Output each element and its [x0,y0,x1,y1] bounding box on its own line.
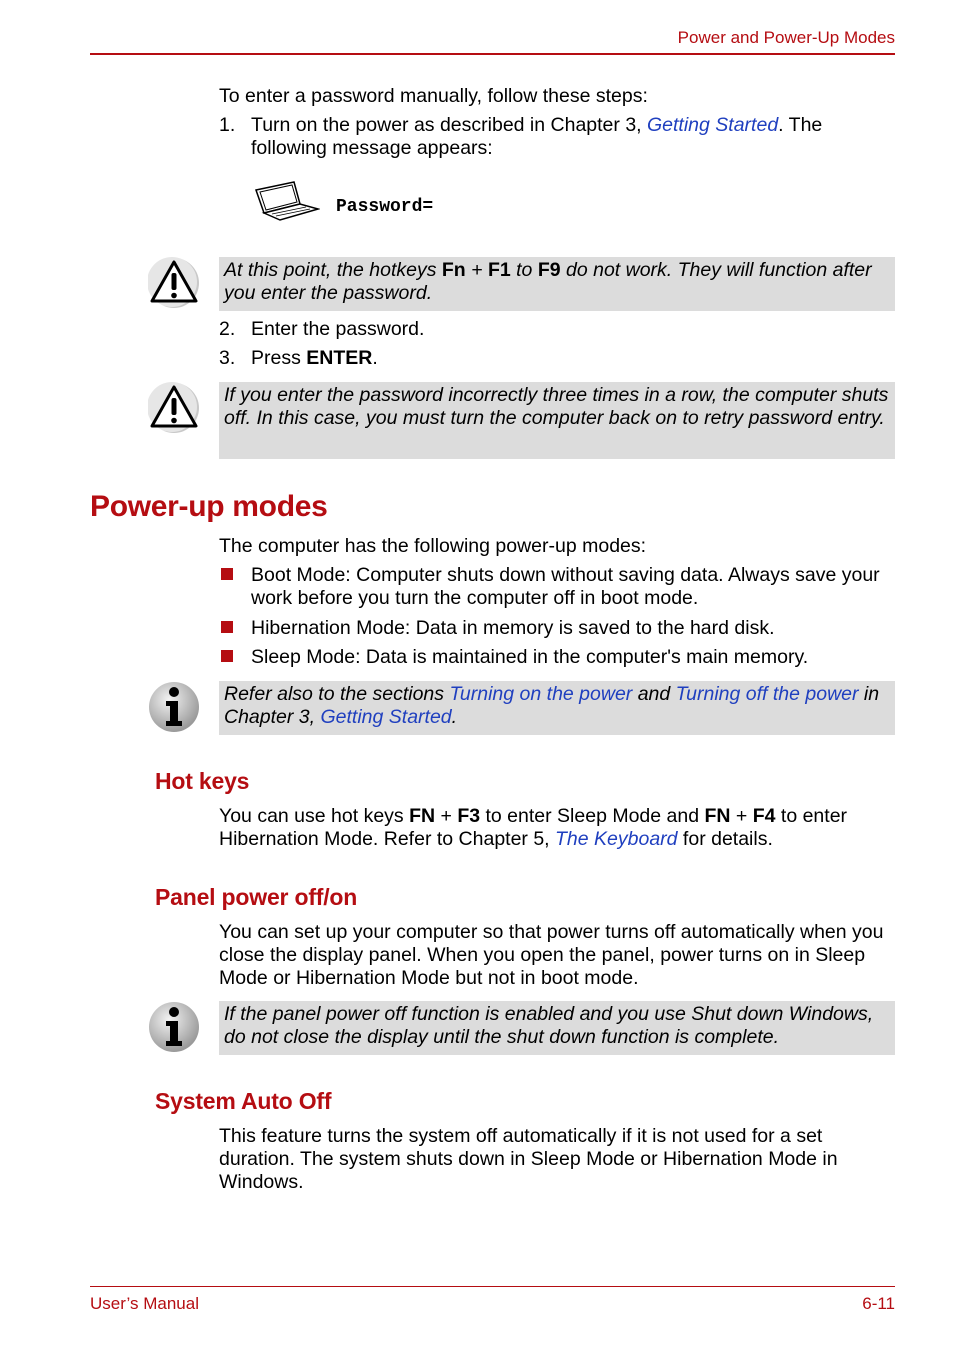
auto-off-text: This feature turns the system off automatically if it is not used for a set duration. The system shuts down in Sleep Mode or Hibernation Mode in Windows. [219,1125,838,1193]
laptop-icon [252,180,320,222]
header-rule [90,53,895,55]
note-text-segment: + [465,259,488,281]
bullet-marker [221,568,233,580]
note-text-segment: . [451,706,458,728]
key-f4: F4 [752,805,776,827]
note-text-segment: to [510,259,538,281]
refer-note [219,681,895,735]
note-text-segment: Refer also to the sections [224,683,450,705]
panel-note: If the panel power off function is enabled and you use Shut down Windows, do not close the display until the shut down function is complete. [219,1001,895,1055]
running-header: Power and Power-Up Modes [677,28,895,47]
section-title: Power-up modes [90,490,328,523]
panel-power-text: You can set up your computer so that power turns off automatically when you close the display panel. When you open the panel, power turns on in Sleep Mode or Hibernation Mode but not in boot mode. [219,921,884,989]
step-text-segment: . [372,347,378,369]
info-icon [148,1001,200,1053]
text-segment: You can use hot keys [219,805,410,827]
password-prompt: Password= [336,197,434,217]
page-number: 6-11 [862,1294,895,1313]
step-number: 3. [219,347,236,369]
warning-icon [148,382,200,434]
key-f3: F3 [457,805,481,827]
key-fn: FN [409,805,436,827]
note-text-segment: in Chapter 3, [224,683,880,728]
footer-rule [90,1286,895,1287]
hot-keys-heading: Hot keys [155,768,250,794]
auto-off-heading: System Auto Off [155,1088,332,1114]
note-text-segment: At this point, the hotkeys [224,259,442,281]
text-segment: to enter Sleep Mode and [480,805,705,827]
step-text: Enter the password. [251,318,425,340]
text-segment: + [435,805,458,827]
warning-icon [148,257,200,309]
step-text-segment: Turn on the power as described in Chapter 3, [251,114,647,136]
note-key-f9: F9 [537,259,561,281]
getting-started-link[interactable]: Getting Started [320,706,452,728]
step-text-segment: . The following message appears: [251,114,823,159]
step-text [251,114,895,160]
step-number: 1. [219,114,236,136]
bullet-marker [221,650,233,662]
getting-started-link[interactable]: Getting Started [647,114,779,136]
note-text-segment: do not work. They will function after you enter the password. [224,259,872,304]
step-number: 2. [219,318,236,340]
step-text-segment: Press [251,347,307,369]
section-intro: The computer has the following power-up modes: [219,535,647,557]
key-fn: FN [704,805,731,827]
step-text [251,347,895,370]
turning-on-link[interactable]: Turning on the power [449,683,633,705]
intro-text: To enter a password manually, follow these steps: [219,85,648,107]
password-warning-note: If you enter the password incorrectly three times in a row, the computer shuts off. In this case, you must turn the computer back on to retry password entry. [219,382,895,459]
hotkeys-warning-note [219,257,895,311]
list-item: Boot Mode: Computer shuts down without saving data. Always save your work before you turn the computer off in boot mode. [251,564,880,609]
text-segment: + [730,805,753,827]
note-key-f1: F1 [487,259,511,281]
panel-power-heading: Panel power off/on [155,884,358,910]
text-segment: to enter Hibernation Mode. Refer to Chapter 5, [219,805,848,850]
footer-title: User’s Manual [90,1294,199,1313]
list-item: Hibernation Mode: Data in memory is saved to the hard disk. [251,617,775,639]
hot-keys-text [219,805,895,851]
list-item: Sleep Mode: Data is maintained in the computer's main memory. [251,646,809,668]
bullet-marker [221,621,233,633]
text-segment: for details. [677,828,773,850]
turning-off-link[interactable]: Turning off the power [675,683,859,705]
note-text-segment: and [632,683,676,705]
keyboard-link[interactable]: The Keyboard [555,828,678,850]
info-icon [148,681,200,733]
enter-key: ENTER [306,347,373,369]
note-key-fn: Fn [441,259,466,281]
